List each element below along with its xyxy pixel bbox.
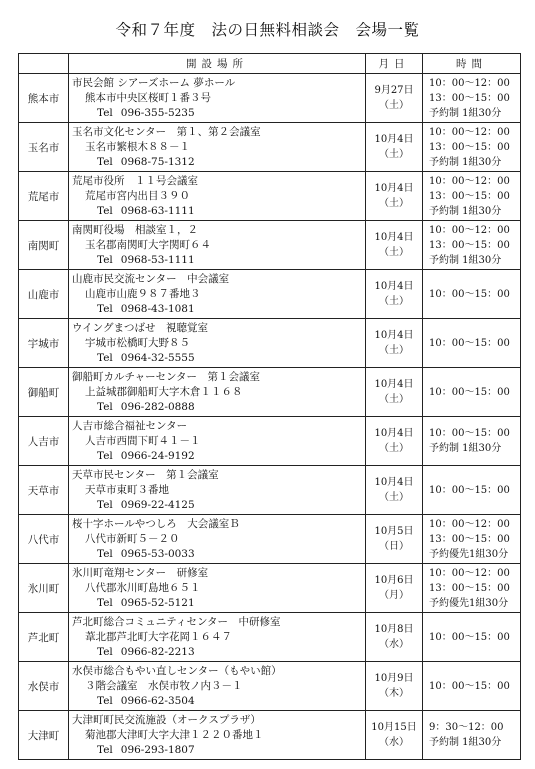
page-title: 令和７年度 法の日無料相談会 会場一覧 — [115, 21, 420, 39]
table-row — [19, 417, 521, 466]
venue-phone: 0966-82-2213 — [120, 645, 195, 658]
time-cell — [423, 74, 521, 123]
tel-label: Tel — [97, 743, 113, 756]
venue-phone: 0968-43-1081 — [120, 302, 195, 315]
time-cell — [423, 123, 521, 172]
date-cell — [366, 711, 423, 760]
date-value: 10月4日 — [374, 477, 414, 488]
time-slot: 13：00〜15：00 — [429, 533, 510, 545]
city-cell: 宇城市 — [19, 319, 69, 368]
venue-address: 山鹿市山鹿９８７番地３ — [85, 287, 201, 300]
table-row — [19, 711, 521, 760]
date-cell — [366, 368, 423, 417]
time-slot: 10：00〜12：00 — [429, 224, 510, 236]
weekday-value: （水） — [379, 639, 409, 650]
venue-cell — [69, 74, 366, 123]
time-slot: 13：00〜15：00 — [429, 141, 510, 153]
time-slot: 予約制 1組30分 — [429, 205, 502, 217]
date-value: 10月4日 — [374, 183, 414, 194]
table-row — [19, 221, 521, 270]
venue-cell — [69, 123, 366, 172]
time-cell — [423, 564, 521, 613]
tel-label: Tel — [97, 351, 113, 364]
tel-label: Tel — [97, 155, 113, 168]
weekday-value: （木） — [379, 688, 409, 699]
venue-address: 玉名郡南関町大字関町６４ — [85, 238, 211, 251]
date-cell — [366, 417, 423, 466]
time-slot: 10：00〜15：00 — [429, 428, 510, 439]
date-cell — [366, 466, 423, 515]
venue-name: 天草市民センター 第１会議室 — [72, 468, 219, 481]
venue-address: 葦北郡芦北町大字花岡１６４７ — [85, 630, 232, 643]
venue-phone: 096-282-0888 — [120, 400, 195, 413]
weekday-value: （土） — [379, 149, 409, 160]
venue-cell — [69, 515, 366, 564]
city-cell: 天草市 — [19, 466, 69, 515]
time-slot: 予約制 1組30分 — [429, 107, 502, 119]
table-row — [19, 270, 521, 319]
venue-name: 市民会館 シアーズホーム 夢ホール — [72, 76, 236, 89]
table-row — [19, 123, 521, 172]
table-row — [19, 466, 521, 515]
tel-label: Tel — [97, 253, 113, 266]
venue-cell — [69, 172, 366, 221]
time-slot: 9：30〜12：00 — [429, 722, 504, 733]
time-slot: 10：00〜12：00 — [429, 567, 510, 579]
venue-phone: 0966-24-9192 — [120, 449, 195, 462]
venue-address: 菊池郡大津町大字大津１２２０番地１ — [85, 728, 264, 741]
date-cell — [366, 319, 423, 368]
weekday-value: （土） — [379, 394, 409, 405]
venue-address: 熊本市中央区桜町１番３号 — [85, 91, 211, 104]
time-slot: 予約優先1組30分 — [429, 548, 509, 560]
venue-phone: 0965-52-5121 — [120, 596, 195, 609]
date-value: 10月4日 — [374, 232, 414, 243]
weekday-value: （土） — [379, 100, 409, 111]
table-row — [19, 515, 521, 564]
time-cell — [423, 221, 521, 270]
date-value: 10月8日 — [374, 624, 414, 635]
weekday-value: （土） — [379, 198, 409, 209]
city-cell: 氷川町 — [19, 564, 69, 613]
time-cell — [423, 270, 521, 319]
venue-name: 大津町町民交流施設（オークスプラザ） — [72, 713, 261, 726]
weekday-value: （土） — [379, 345, 409, 356]
time-cell — [423, 319, 521, 368]
venue-cell — [69, 662, 366, 711]
tel-label: Tel — [97, 596, 113, 609]
venue-name: ウイングまつばせ 視聴覚室 — [72, 321, 208, 334]
time-slot: 10：00〜12：00 — [429, 77, 510, 89]
venue-name: 桜十字ホールやつしろ 大会議室Ｂ — [72, 517, 240, 530]
time-slot: 10：00〜12：00 — [429, 126, 510, 138]
venue-name: 人吉市総合福祉センター — [72, 419, 188, 432]
tel-label: Tel — [97, 645, 113, 658]
venue-name: 荒尾市役所 １１号会議室 — [72, 174, 198, 187]
date-cell — [366, 564, 423, 613]
venue-cell — [69, 319, 366, 368]
table-row — [19, 564, 521, 613]
date-cell — [366, 123, 423, 172]
weekday-value: （土） — [379, 443, 409, 454]
date-value: 10月6日 — [374, 575, 414, 586]
date-value: 10月4日 — [374, 281, 414, 292]
time-cell — [423, 662, 521, 711]
table-row — [19, 368, 521, 417]
date-cell — [366, 515, 423, 564]
city-cell: 玉名市 — [19, 123, 69, 172]
venue-cell — [69, 466, 366, 515]
time-cell — [423, 613, 521, 662]
venue-phone: 0966-62-3504 — [120, 694, 195, 707]
date-cell — [366, 270, 423, 319]
venue-address: 天草市東町３番地 — [85, 483, 169, 496]
venue-address: 八代郡氷川町島地６５１ — [85, 581, 201, 594]
time-slot: 10：00〜15：00 — [429, 484, 510, 496]
date-value: 9月27日 — [374, 85, 414, 96]
venue-name: 南関町役場 相談室１，２ — [72, 223, 198, 236]
time-slot: 13：00〜15：00 — [429, 582, 510, 594]
date-cell — [366, 662, 423, 711]
venue-phone: 096-355-5235 — [120, 106, 195, 119]
table-row — [19, 319, 521, 368]
date-value: 10月4日 — [374, 134, 414, 145]
time-slot: 予約制 1組30分 — [429, 737, 502, 748]
date-value: 10月9日 — [374, 673, 414, 684]
time-cell — [423, 172, 521, 221]
time-slot: 10：00〜15：00 — [429, 288, 510, 300]
time-slot: 13：00〜15：00 — [429, 92, 510, 104]
venue-phone: 0965-53-0033 — [120, 547, 195, 560]
header-date: 月日 — [366, 54, 423, 74]
date-value: 10月4日 — [374, 428, 414, 439]
venue-address: 荒尾市宮内出目３９０ — [85, 189, 190, 202]
venue-phone: 0964-32-5555 — [120, 351, 195, 364]
venue-name: 玉名市文化センター 第１、第２会議室 — [72, 125, 261, 138]
time-slot: 10：00〜15：00 — [429, 680, 510, 692]
venue-address: 八代市新町５－２０ — [85, 532, 180, 545]
time-slot: 10：00〜15：00 — [429, 386, 510, 398]
table-row — [19, 74, 521, 123]
venue-phone: 0969-22-4125 — [120, 498, 195, 511]
venue-phone: 0968-63-1111 — [120, 204, 195, 217]
venue-cell — [69, 613, 366, 662]
venue-table — [18, 53, 521, 760]
date-cell — [366, 172, 423, 221]
venue-phone: 0968-75-1312 — [120, 155, 195, 168]
venue-name: 御船町カルチャーセンター 第１会議室 — [72, 370, 261, 383]
table-header-row — [19, 54, 521, 74]
table-row — [19, 613, 521, 662]
venue-cell — [69, 711, 366, 760]
time-cell — [423, 466, 521, 515]
tel-label: Tel — [97, 694, 113, 707]
weekday-value: （土） — [379, 247, 409, 258]
time-slot: 10：00〜12：00 — [429, 518, 510, 530]
tel-label: Tel — [97, 498, 113, 511]
venue-name: 氷川町竜翔センター 研修室 — [72, 566, 209, 579]
city-cell: 熊本市 — [19, 74, 69, 123]
venue-address: 上益城郡御船町大字木倉１１６８ — [85, 385, 243, 398]
date-value: 10月5日 — [374, 526, 414, 537]
venue-name: 水俣市総合もやい直しセンター（もやい館） — [72, 664, 282, 677]
venue-phone: 0968-53-1111 — [120, 253, 195, 266]
city-cell: 水俣市 — [19, 662, 69, 711]
time-slot: 13：00〜15：00 — [429, 190, 510, 202]
time-slot: 予約制 1組30分 — [429, 254, 502, 266]
tel-label: Tel — [97, 302, 113, 315]
venue-rows — [19, 74, 521, 760]
table-row — [19, 662, 521, 711]
venue-cell — [69, 417, 366, 466]
header-blank — [19, 54, 69, 74]
tel-label: Tel — [97, 547, 113, 560]
venue-cell — [69, 221, 366, 270]
venue-phone: 096-293-1807 — [120, 743, 195, 756]
tel-label: Tel — [97, 204, 113, 217]
city-cell: 八代市 — [19, 515, 69, 564]
date-value: 10月4日 — [374, 330, 414, 341]
city-cell: 人吉市 — [19, 417, 69, 466]
time-slot: 10：00〜15：00 — [429, 631, 510, 643]
venue-address: 人吉市西間下町４１－１ — [85, 434, 201, 447]
city-cell: 芦北町 — [19, 613, 69, 662]
time-cell — [423, 515, 521, 564]
city-cell: 御船町 — [19, 368, 69, 417]
tel-label: Tel — [97, 449, 113, 462]
weekday-value: （水） — [379, 737, 409, 748]
date-value: 10月15日 — [371, 722, 417, 733]
time-slot: 予約制 1組30分 — [429, 443, 502, 454]
weekday-value: （土） — [379, 492, 409, 503]
weekday-value: （土） — [379, 296, 409, 307]
header-time: 時間 — [423, 54, 521, 74]
header-venue: 開設場所 — [69, 54, 366, 74]
time-slot: 予約優先1組30分 — [429, 597, 509, 609]
time-slot: 10：00〜15：00 — [429, 337, 510, 349]
date-cell — [366, 613, 423, 662]
time-slot: 13：00〜15：00 — [429, 239, 510, 251]
time-slot: 10：00〜12：00 — [429, 175, 510, 187]
date-cell — [366, 74, 423, 123]
venue-cell — [69, 368, 366, 417]
city-cell: 山鹿市 — [19, 270, 69, 319]
date-cell — [366, 221, 423, 270]
city-cell: 荒尾市 — [19, 172, 69, 221]
venue-cell — [69, 564, 366, 613]
date-value: 10月4日 — [374, 379, 414, 390]
venue-address: 玉名市繁根木８８－１ — [85, 140, 190, 153]
time-cell — [423, 368, 521, 417]
time-cell — [423, 711, 521, 760]
weekday-value: （日） — [379, 541, 409, 552]
tel-label: Tel — [97, 400, 113, 413]
venue-address: 宇城市松橋町大野８５ — [85, 336, 190, 349]
time-cell — [423, 417, 521, 466]
table-row — [19, 172, 521, 221]
weekday-value: （月） — [379, 590, 409, 601]
venue-name: 山鹿市民交流センター 中会議室 — [72, 272, 230, 285]
time-slot: 予約制 1組30分 — [429, 156, 502, 168]
venue-cell — [69, 270, 366, 319]
city-cell: 南関町 — [19, 221, 69, 270]
city-cell: 大津町 — [19, 711, 69, 760]
tel-label: Tel — [97, 106, 113, 119]
venue-name: 芦北町総合コミュニティセンター 中研修室 — [72, 615, 281, 628]
venue-address: ３階会議室 水俣市牧ノ内３－１ — [85, 679, 243, 692]
